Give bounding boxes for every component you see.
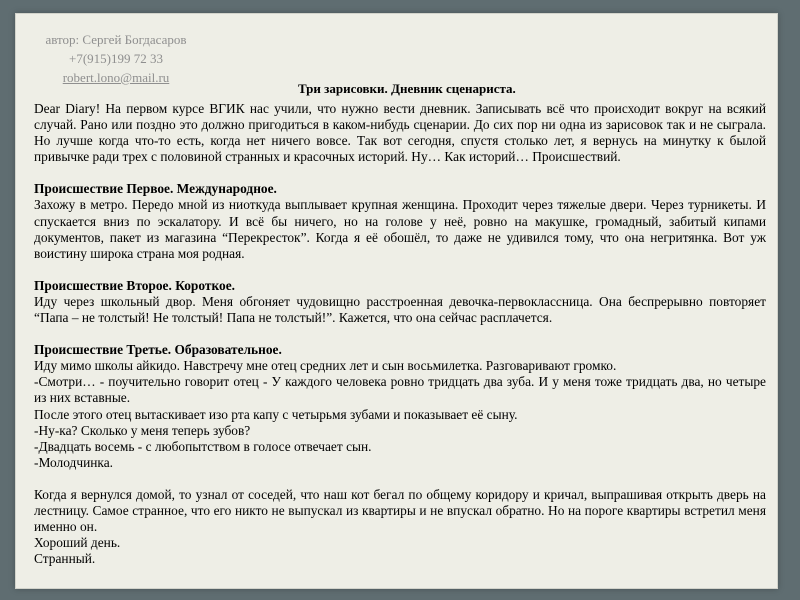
ending-paragraph: Когда я вернулся домой, то узнал от соседей, что наш кот бегал по общему коридору и кричал, выпрашивая открыть дверь на лестницу. Самое странное, что его никто не выпускал из квартиры и не впускал обратно. Но на пороге квартиры встретил меня именно он.	[34, 486, 766, 535]
paragraph-gap	[34, 262, 766, 278]
incident2-heading: Происшествие Второе. Короткое.	[34, 277, 236, 293]
paragraph-gap	[34, 165, 766, 181]
incident3-line: -Ну-ка? Сколько у меня теперь зубов?	[34, 422, 251, 438]
incident2-paragraph: Иду через школьный двор. Меня обгоняет чудовищно расстроенная девочка-первоклассница. Она беспрерывно повторяет “Папа – не толстый! Не толстый! Папа не толстый!”. Кажется, что она сейчас расплачется.	[34, 293, 766, 326]
paragraph-gap	[34, 326, 766, 342]
incident3-line: -Молодчинка.	[34, 454, 114, 470]
incident1-heading: Происшествие Первое. Международное.	[34, 181, 277, 197]
document-title: Три зарисовки. Дневник сценариста.	[298, 81, 516, 96]
incident3-line: После этого отец вытаскивает изо рта капу с четырьмя зубами и показывает её сыну.	[34, 406, 518, 422]
incident3-line: -Двадцать восемь - с любопытством в голосе отвечает сын.	[34, 438, 372, 454]
author-block	[16, 30, 216, 87]
incident3-line: Иду мимо школы айкидо. Навстречу мне отец средних лет и сын восьмилетка. Разговаривают громко.	[34, 358, 617, 374]
ending-line: Странный.	[34, 551, 96, 567]
incident3-line: -Смотри… - поучительно говорит отец - У каждого человека ровно тридцать два зуба. И у меня тоже тридцать два, но четыре из них вставные.	[34, 374, 766, 406]
paragraph-gap	[34, 471, 766, 487]
incident1-paragraph: Захожу в метро. Передо мной из ниоткуда выплывает крупная женщина. Проходит через тяжелые двери. Через турникеты. И спускается вниз по эскалатору. И всё бы ничего, но на голове у неё, ровно на макушке, громадный, забитый кипами документов, пакет из магазина “Перекресток”. Когда я её обошёл, то даже не удивился тому, что она негритянка. Вот уж воистину широка страна моя родная.	[34, 197, 766, 261]
author-name: автор: Сергей Богдасаров	[45, 32, 187, 47]
incident3-heading: Происшествие Третье. Образовательное.	[34, 342, 282, 358]
document-body	[34, 101, 766, 567]
author-email-link[interactable]: robert.lono@mail.ru	[62, 70, 170, 85]
intro-paragraph: Dear Diary! На первом курсе ВГИК нас учили, что нужно вести дневник. Записывать всё что происходит вокруг на всякий случай. Рано или поздно это должно пригодиться в каком-нибудь сценарии. До сих пор ни одна из зарисовок так и не сыграла. Но лучше когда что-то есть, когда нет ничего вовсе. Так вот сегодня, спустя столько лет, я вернусь на минутку к былой привычке ради трех с половиной странных и красочных историй. Ну… Как историй… Происшествий.	[34, 101, 766, 165]
ending-line: Хороший день.	[34, 535, 121, 551]
author-phone: +7(915)199 72 33	[69, 51, 163, 66]
